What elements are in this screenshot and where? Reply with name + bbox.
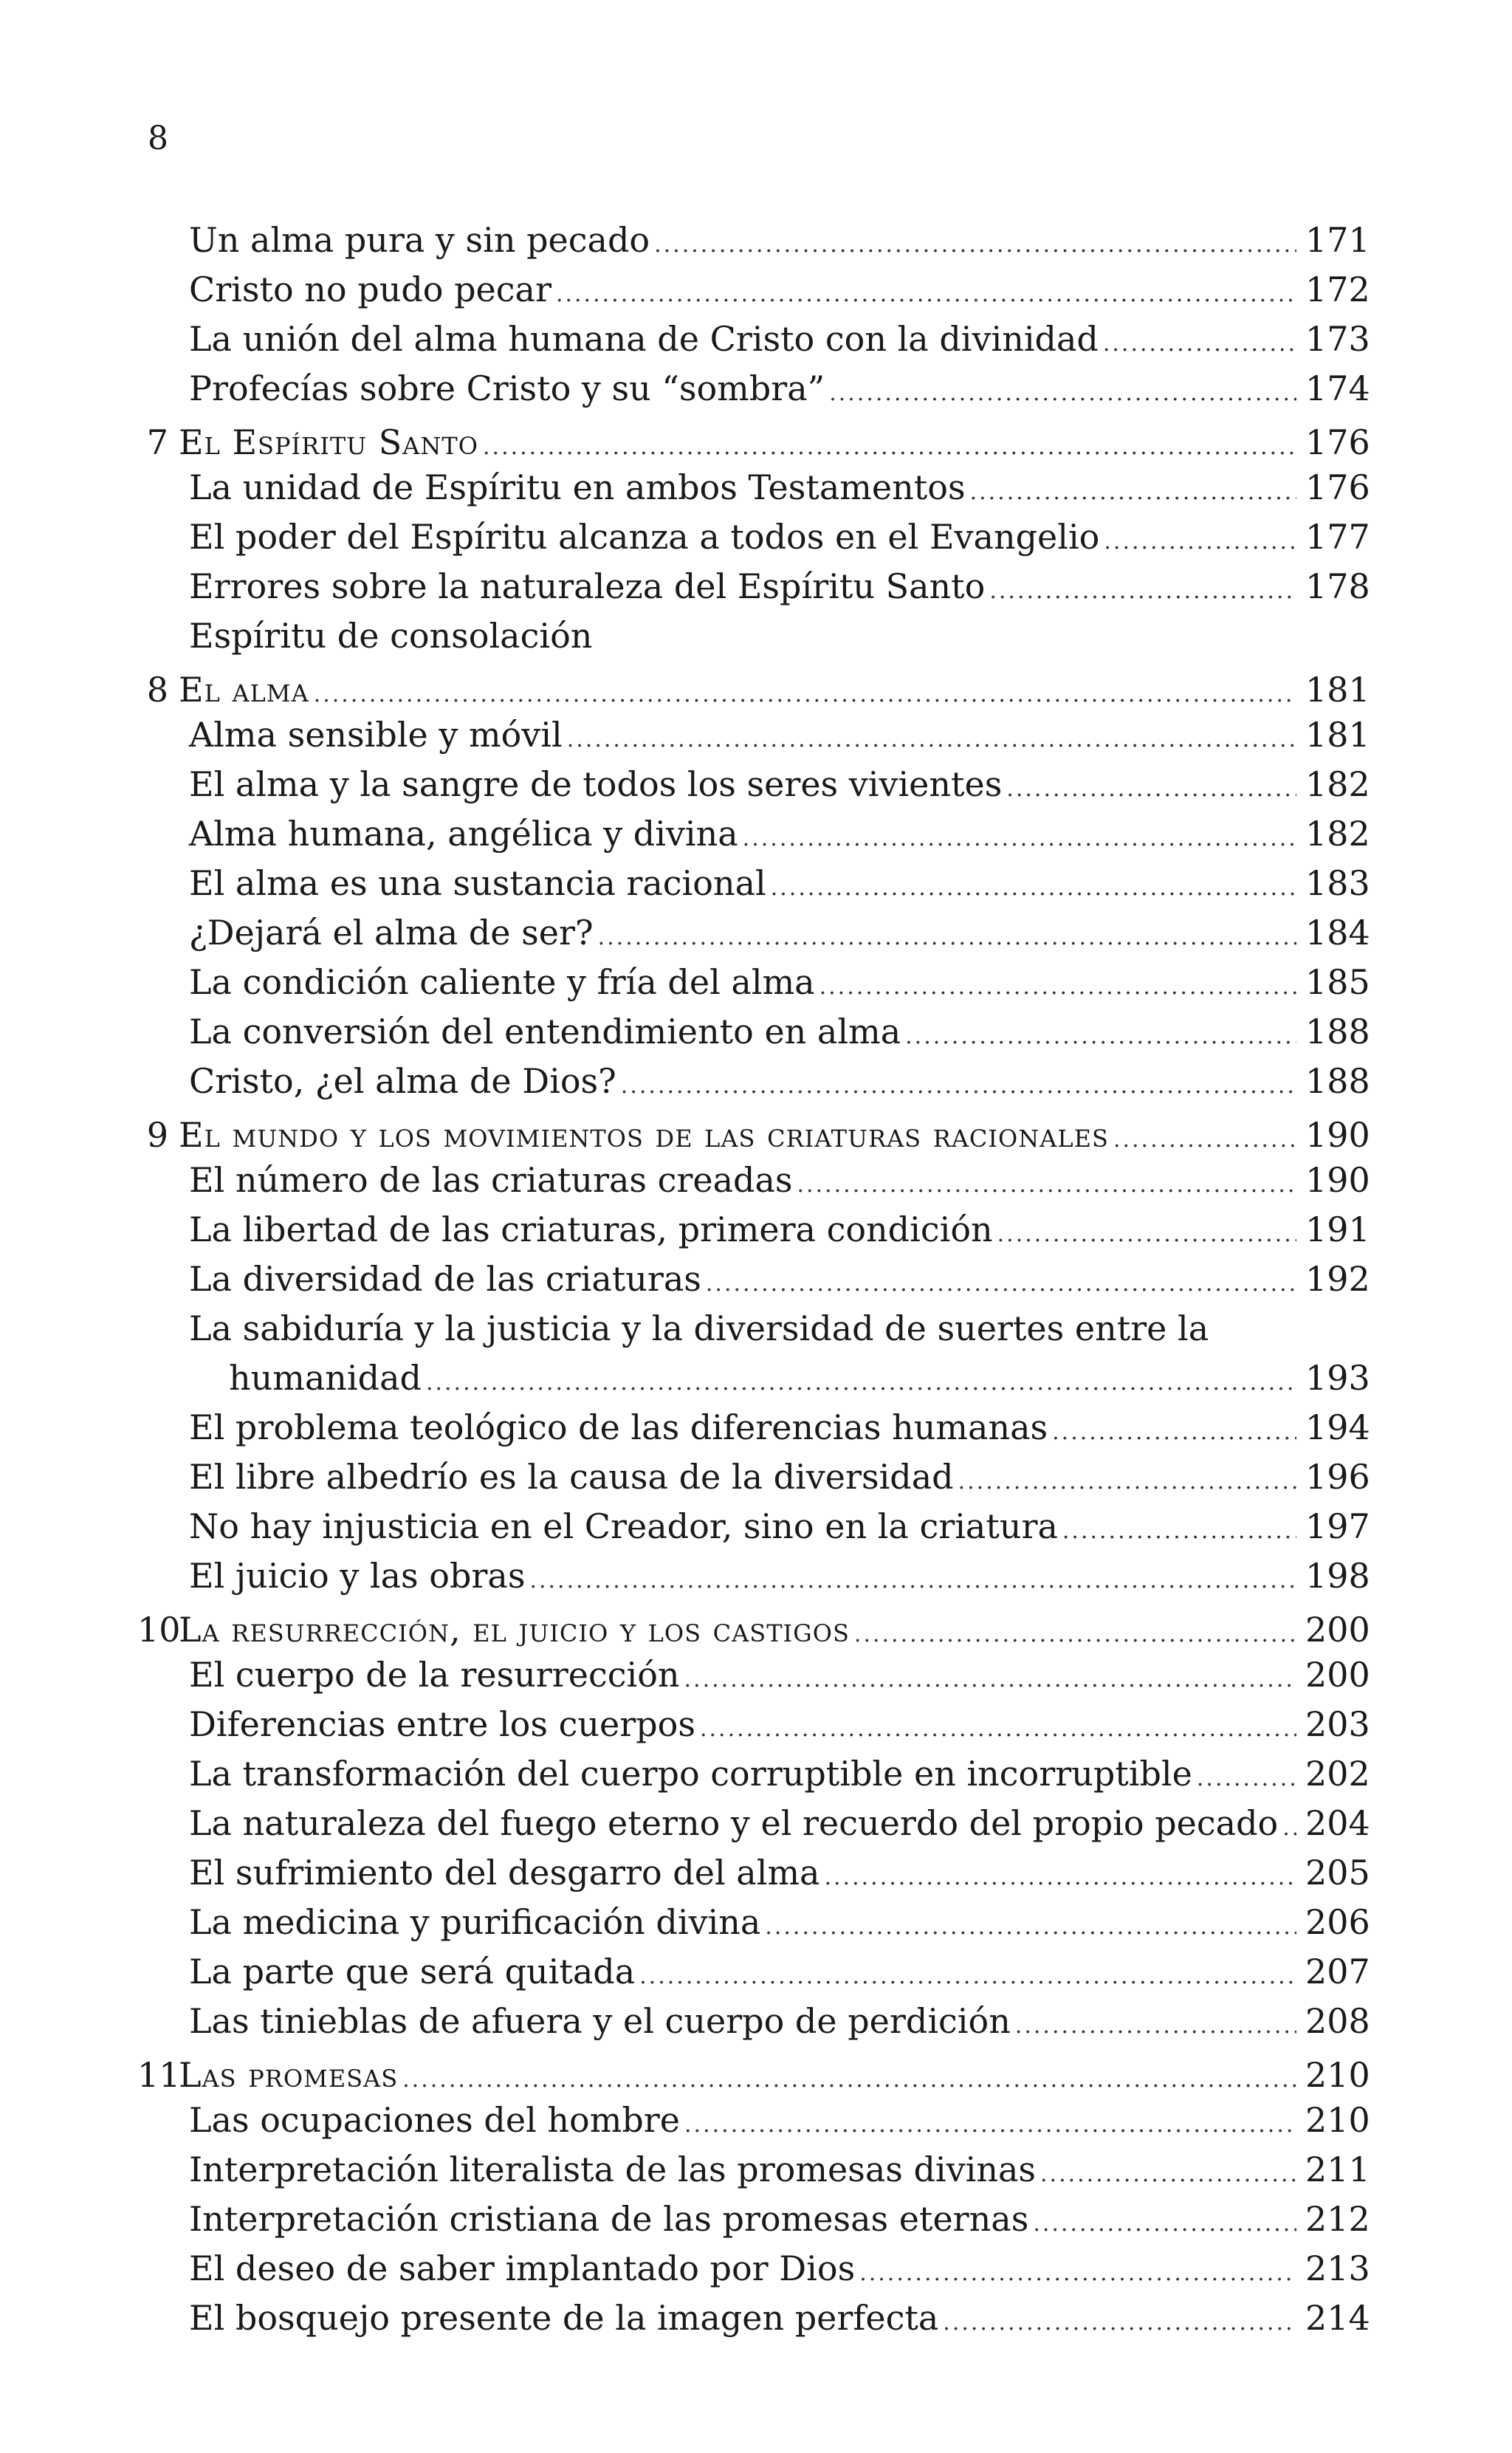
dot-leader [402, 2059, 1296, 2101]
page-ref: 206 [1305, 1902, 1370, 1942]
page-ref: 211 [1305, 2150, 1370, 2189]
dot-leader [1103, 319, 1296, 368]
page-ref: 213 [1305, 2248, 1370, 2288]
page-ref: 172 [1305, 270, 1370, 309]
dot-leader [654, 220, 1296, 270]
entry-title: El bosquejo presente de la imagen perfecta [189, 2298, 939, 2338]
dot-leader [1052, 1407, 1296, 1457]
entry-title: Interpretación literalista de las promesas divinas [189, 2150, 1036, 2189]
entry-title: Profecías sobre Cristo y su “sombra” [189, 368, 825, 408]
toc-entry-row [148, 1403, 1370, 1452]
dot-leader [997, 1210, 1296, 1259]
page-ref: 183 [1305, 863, 1370, 903]
dot-leader [1113, 1119, 1296, 1161]
entry-title: El poder del Espíritu alcanza a todos en el Evangelio [189, 517, 1100, 557]
page-ref: 190 [1305, 1160, 1370, 1200]
entry-title: Cristo, ¿el alma de Dios? [189, 1061, 616, 1101]
dot-leader [854, 1614, 1296, 1656]
entry-title: El deseo de saber implantado por Dios [189, 2248, 856, 2288]
page-ref: 200 [1305, 1610, 1370, 1650]
page-ref: 212 [1305, 2199, 1370, 2239]
chapter-title: Las promesas [179, 2055, 399, 2095]
chapter-title: La resurrección, el juicio y los castigos [179, 1610, 850, 1650]
toc-entry-row [148, 1700, 1370, 1749]
toc-entry-row [148, 1898, 1370, 1947]
dot-leader [1104, 517, 1296, 566]
dot-leader [797, 1160, 1297, 1210]
toc-chapter-row [146, 1114, 1370, 1156]
toc-entry-row [148, 1452, 1370, 1502]
toc-entry-row [148, 1848, 1370, 1898]
dot-leader [829, 368, 1296, 418]
toc-entry-row [148, 364, 1370, 414]
dot-leader [621, 1061, 1296, 1111]
entry-title: El problema teológico de las diferencias humanas [189, 1407, 1048, 1447]
entry-title: El número de las criaturas creadas [189, 1160, 793, 1200]
page-ref: 188 [1305, 1012, 1370, 1051]
toc-entry-continuation [148, 1354, 1370, 1403]
dot-leader [556, 270, 1296, 319]
entry-title: Cristo no pudo pecar [189, 270, 551, 309]
page-ref: 174 [1305, 368, 1370, 408]
entry-title: La diversidad de las criaturas [189, 1259, 701, 1299]
toc-chapter-row [137, 1609, 1370, 1650]
page-ref: 194 [1305, 1407, 1370, 1447]
entry-title: El alma es una sustancia racional [189, 863, 766, 903]
chapter-number: 8 [146, 670, 168, 710]
page-ref: 182 [1305, 814, 1370, 854]
toc-entry-row [148, 1156, 1370, 1205]
page-ref: 176 [1305, 467, 1370, 507]
entry-title: Interpretación cristiana de las promesas eternas [189, 2199, 1029, 2239]
chapter-title: El Espíritu Santo [179, 422, 478, 462]
page-ref: 192 [1305, 1259, 1370, 1299]
dot-leader [1062, 1506, 1296, 1556]
toc-entry-row [148, 512, 1370, 562]
toc-entry-row [148, 760, 1370, 809]
dot-leader [1006, 764, 1296, 814]
page-ref: 181 [1305, 715, 1370, 755]
page-ref: 200 [1305, 1655, 1370, 1695]
page-ref: 204 [1305, 1803, 1370, 1843]
dot-leader [314, 674, 1296, 716]
dot-leader [684, 1655, 1296, 1704]
toc-entry-row [148, 908, 1370, 958]
chapter-number: 9 [146, 1115, 168, 1155]
chapter-number: 11 [137, 2055, 181, 2095]
dot-leader [529, 1556, 1296, 1605]
dot-leader [743, 814, 1296, 863]
toc-entry-row [148, 1007, 1370, 1057]
entry-title: El alma y la sangre de todos los seres vivientes [189, 764, 1003, 804]
page-ref: 210 [1305, 2055, 1370, 2095]
page-ref: 214 [1305, 2298, 1370, 2338]
entry-title: El juicio y las obras [189, 1556, 526, 1596]
entry-title: La parte que será quitada [189, 1952, 636, 1991]
entry-title: La sabiduría y la justicia y la diversidad de suertes entre la [189, 1308, 1209, 1348]
toc-entry-row [148, 216, 1370, 265]
page-ref: 208 [1305, 2001, 1370, 2041]
entry-title: Alma humana, angélica y divina [189, 814, 738, 854]
entry-title: ¿Dejará el alma de ser? [189, 913, 594, 953]
table-of-contents [137, 216, 1370, 2343]
toc-entry-row [148, 2096, 1370, 2145]
entry-title: El sufrimiento del desgarro del alma [189, 1853, 820, 1893]
toc-chapter-row [146, 669, 1370, 710]
entry-title: El libre albedrío es la causa de la diversidad [189, 1457, 954, 1497]
entry-title: La condición caliente y fría del alma [189, 962, 815, 1002]
entry-title: Diferencias entre los cuerpos [189, 1704, 695, 1744]
dot-leader [824, 1853, 1296, 1902]
page-ref: 178 [1305, 566, 1370, 606]
dot-leader [1282, 1803, 1296, 1853]
entry-title: Las ocupaciones del hombre [189, 2100, 681, 2140]
page-ref: 185 [1305, 962, 1370, 1002]
dot-leader [1197, 1754, 1296, 1803]
dot-leader [970, 467, 1296, 517]
toc-entry-row [148, 1255, 1370, 1304]
toc-entry-row [148, 265, 1370, 315]
entry-title: Un alma pura y sin pecado [189, 220, 650, 260]
entry-title: No hay injusticia en el Creador, sino en la criatura [189, 1506, 1058, 1546]
page-ref: 197 [1305, 1506, 1370, 1546]
dot-leader [943, 2298, 1296, 2347]
page-ref: 205 [1305, 1853, 1370, 1893]
toc-entry-row [148, 1997, 1370, 2046]
dot-leader [567, 715, 1296, 764]
page-ref: 202 [1305, 1754, 1370, 1794]
entry-title: La transformación del cuerpo corruptible en incorruptible [189, 1754, 1192, 1794]
entry-title: Las tinieblas de afuera y el cuerpo de perdición [189, 2001, 1011, 2041]
toc-entry-row [148, 809, 1370, 859]
toc-entry-row [148, 958, 1370, 1007]
page-ref: 182 [1305, 764, 1370, 804]
page-ref: 176 [1305, 422, 1370, 462]
chapter-title: El mundo y los movimientos de las criaturas racionales [179, 1115, 1109, 1155]
page-number: 8 [148, 120, 168, 157]
toc-entry-row [148, 611, 1358, 661]
dot-leader [1033, 2199, 1296, 2248]
dot-leader [426, 1358, 1296, 1407]
dot-leader [706, 1259, 1296, 1308]
entry-title: Espíritu de consolación [189, 616, 593, 656]
dot-leader [989, 566, 1296, 616]
dot-leader [684, 2100, 1296, 2150]
toc-entry-row [148, 315, 1370, 364]
page-ref: 193 [1305, 1358, 1370, 1398]
toc-entry-row [148, 1799, 1370, 1848]
page-ref: 198 [1305, 1556, 1370, 1596]
dot-leader [859, 2248, 1296, 2298]
toc-entry-row [148, 859, 1370, 908]
dot-leader [905, 1012, 1296, 1061]
toc-entry-row [148, 1502, 1370, 1551]
toc-chapter-row [137, 2054, 1370, 2096]
chapter-title: El alma [179, 670, 309, 710]
entry-title: La medicina y purificación divina [189, 1902, 761, 1942]
page-ref: 207 [1305, 1952, 1370, 1991]
page-ref: 196 [1305, 1457, 1370, 1497]
entry-title: La unidad de Espíritu en ambos Testamentos [189, 467, 966, 507]
entry-title: Alma sensible y móvil [189, 715, 563, 755]
entry-title: La libertad de las criaturas, primera condición [189, 1210, 993, 1249]
dot-leader [958, 1457, 1296, 1506]
toc-entry-row [148, 1057, 1370, 1106]
entry-title: La unión del alma humana de Cristo con la divinidad [189, 319, 1099, 359]
chapter-number: 10 [137, 1610, 181, 1650]
dot-leader [765, 1902, 1296, 1952]
dot-leader [598, 913, 1296, 962]
dot-leader [700, 1704, 1296, 1754]
chapter-number: 7 [146, 422, 168, 462]
toc-entry-row [148, 2294, 1370, 2343]
page-ref: 203 [1305, 1704, 1370, 1744]
dot-leader [483, 427, 1296, 468]
dot-leader [819, 962, 1296, 1012]
toc-entry-row [148, 1551, 1370, 1601]
entry-title: Errores sobre la naturaleza del Espíritu Santo [189, 566, 986, 606]
dot-leader [1040, 2150, 1296, 2199]
page-ref: 188 [1305, 1061, 1370, 1101]
page-ref: 190 [1305, 1115, 1370, 1155]
toc-entry-row [148, 463, 1370, 512]
dot-leader [1015, 2001, 1296, 2051]
page-ref: 173 [1305, 319, 1370, 359]
entry-title: La conversión del entendimiento en alma [189, 1012, 901, 1051]
entry-title: El cuerpo de la resurrección [189, 1655, 680, 1695]
dot-leader [771, 863, 1296, 913]
page-ref: 191 [1305, 1210, 1370, 1249]
toc-entry-row [148, 710, 1370, 760]
page-ref: 184 [1305, 913, 1370, 953]
toc-entry-row [148, 1650, 1370, 1700]
toc-entry-row [148, 562, 1370, 611]
toc-entry-row [148, 1304, 1358, 1354]
toc-entry-row [148, 1749, 1370, 1799]
page-ref: 181 [1305, 670, 1370, 710]
page-ref: 210 [1305, 2100, 1370, 2140]
toc-entry-row [148, 2244, 1370, 2294]
page-ref: 171 [1305, 220, 1370, 260]
toc-entry-row [148, 2195, 1370, 2244]
toc-chapter-row [146, 422, 1370, 463]
page-ref: 177 [1305, 517, 1370, 557]
toc-entry-row [148, 1947, 1370, 1997]
toc-entry-row [148, 1205, 1370, 1255]
entry-title: La naturaleza del fuego eterno y el recuerdo del propio pecado [189, 1803, 1279, 1843]
entry-title-continued: humanidad [229, 1358, 422, 1398]
dot-leader [639, 1952, 1296, 2001]
toc-entry-row [148, 2145, 1370, 2195]
